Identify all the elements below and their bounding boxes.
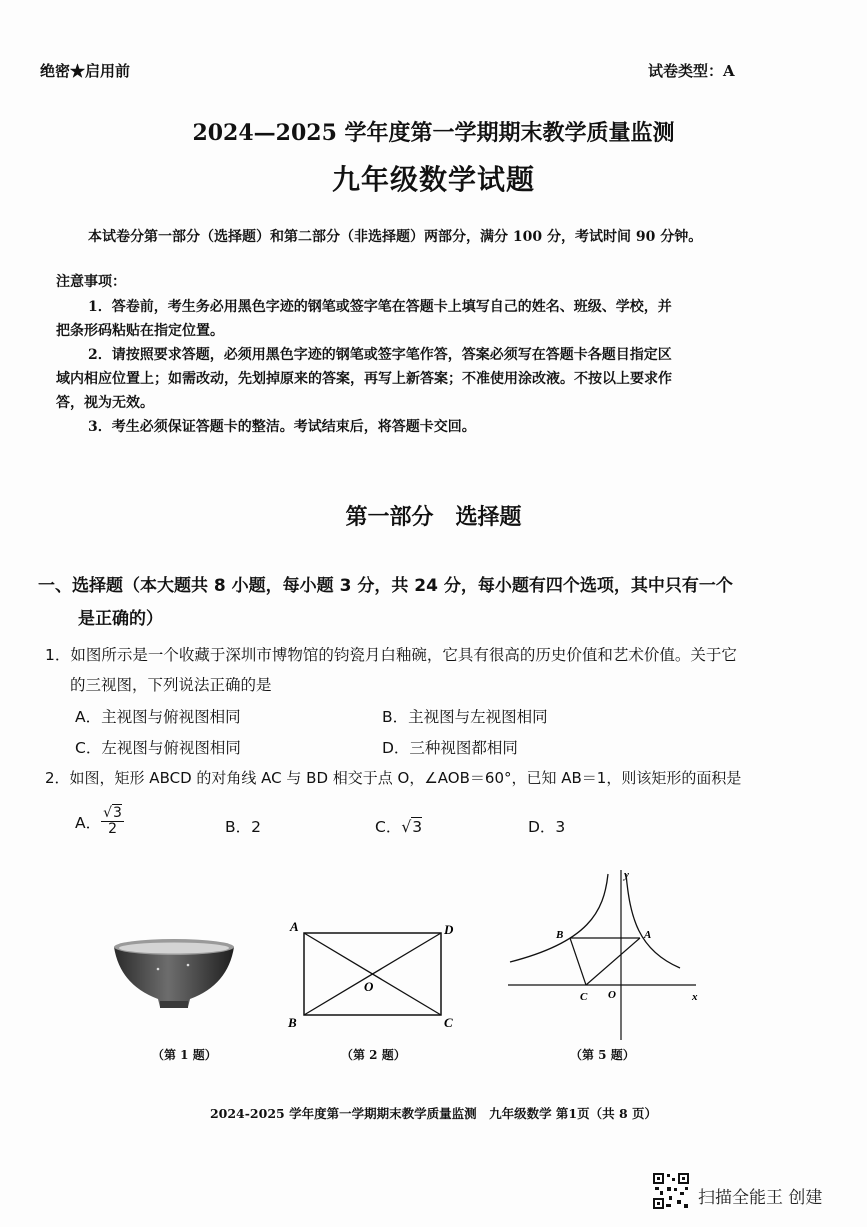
exam-title: 2024—2025 学年度第一学期期末教学质量监测 bbox=[192, 120, 675, 146]
q2-option-a-fraction: $\frac{√3}{2}$ bbox=[103, 805, 122, 838]
q2-option-a-label: A． bbox=[75, 813, 102, 832]
q2-option-a-denominator: 2 bbox=[108, 821, 117, 838]
notes-heading: 注意事项： bbox=[56, 274, 126, 290]
point-c-label: C bbox=[580, 991, 588, 1003]
segment-ca bbox=[586, 938, 640, 985]
point-b-label: B bbox=[288, 1015, 297, 1030]
note-2-line-3: 答，视为无效。 bbox=[56, 395, 154, 411]
note-2-line-1: 2．请按照要求答题，必须用黑色字迹的钢笔或签字笔作答，答案必须写在答题卡各题目指定区 bbox=[88, 347, 672, 363]
confidential-label: 绝密★启用前 bbox=[40, 62, 131, 80]
qr-code-icon bbox=[652, 1172, 690, 1210]
q1-option-c: C．左视图与俯视图相同 bbox=[75, 739, 241, 757]
hyperbola-left bbox=[510, 874, 608, 962]
paper-type-label: 试卷类型：A bbox=[648, 62, 735, 80]
q2-option-a-numerator: 3 bbox=[113, 805, 122, 821]
point-a-label: A bbox=[290, 919, 299, 934]
q1-stem-line-1: 1．如图所示是一个收藏于深圳市博物馆的钧瓷月白釉碗，它具有很高的历史价值和艺术价值。关于它 bbox=[45, 646, 737, 664]
q1-stem-line-2: 的三视图，下列说法正确的是 bbox=[70, 676, 272, 694]
bowl-figure bbox=[108, 935, 240, 1015]
x-axis-label: x bbox=[692, 991, 698, 1003]
origin-label: O bbox=[608, 989, 616, 1001]
hyperbola-right bbox=[626, 874, 680, 968]
q2-option-c: C．√3 bbox=[375, 818, 423, 836]
q1-option-d: D．三种视图都相同 bbox=[382, 739, 518, 757]
q2-option-c-label: C． bbox=[375, 818, 402, 836]
part1-heading-line-1: 一、选择题（本大题共 8 小题，每小题 3 分，共 24 分，每小题有四个选项，其中只有一个 bbox=[38, 576, 733, 596]
q1-option-b: B．主视图与左视图相同 bbox=[382, 708, 548, 726]
rectangle-figure bbox=[282, 917, 462, 1035]
point-o-label: O bbox=[364, 979, 374, 994]
note-3: 3．考生必须保证答题卡的整洁。考试结束后，将答题卡交回。 bbox=[88, 419, 476, 435]
note-1-line-1: 1．答卷前，考生务必用黑色字迹的钢笔或签字笔在答题卡上填写自己的姓名、班级、学校，并 bbox=[88, 299, 672, 315]
q1-option-a: A．主视图与俯视图相同 bbox=[75, 708, 241, 726]
caption-fig5: （第 5 题） bbox=[570, 1048, 635, 1062]
q2-option-d: D．3 bbox=[528, 818, 566, 836]
point-d-label: D bbox=[444, 922, 454, 937]
subject-title: 九年级数学试题 bbox=[331, 163, 535, 196]
intro-text: 本试卷分第一部分（选择题）和第二部分（非选择题）两部分，满分 100 分，考试时间 90 分钟。 bbox=[88, 229, 703, 245]
page-footer: 2024-2025 学年度第一学期期末教学质量监测 九年级数学 第1页（共 8 页） bbox=[209, 1106, 658, 1121]
caption-fig2: （第 2 题） bbox=[341, 1048, 406, 1062]
scanner-watermark: 扫描全能王 创建 bbox=[698, 1188, 823, 1208]
note-2-line-2: 域内相应位置上；如需改动，先划掉原来的答案，再写上新答案；不准使用涂改液。不按以上要求作 bbox=[56, 371, 672, 387]
point-c-label: C bbox=[444, 1015, 453, 1030]
part1-heading-line-2: 是正确的） bbox=[78, 609, 163, 629]
coordinate-figure bbox=[498, 862, 713, 1042]
q2-option-a bbox=[75, 806, 124, 838]
note-1-line-2: 把条形码粘贴在指定位置。 bbox=[56, 323, 224, 339]
caption-fig1: （第 1 题） bbox=[152, 1048, 217, 1062]
point-a-label: A bbox=[644, 929, 652, 941]
q2-stem: 2．如图，矩形 ABCD 的对角线 AC 与 BD 相交于点 O，∠AOB＝60°，已知 AB＝1，则该矩形的面积是 bbox=[45, 769, 742, 787]
q2-option-c-value: 3 bbox=[412, 818, 423, 836]
section-title bbox=[0, 500, 867, 531]
segment-bc bbox=[570, 938, 586, 985]
y-axis-label: y bbox=[624, 869, 629, 881]
point-b-label: B bbox=[556, 929, 564, 941]
section-part: 第一部分 bbox=[345, 504, 434, 530]
q2-option-b: B．2 bbox=[225, 818, 261, 836]
section-name: 选择题 bbox=[455, 504, 522, 530]
